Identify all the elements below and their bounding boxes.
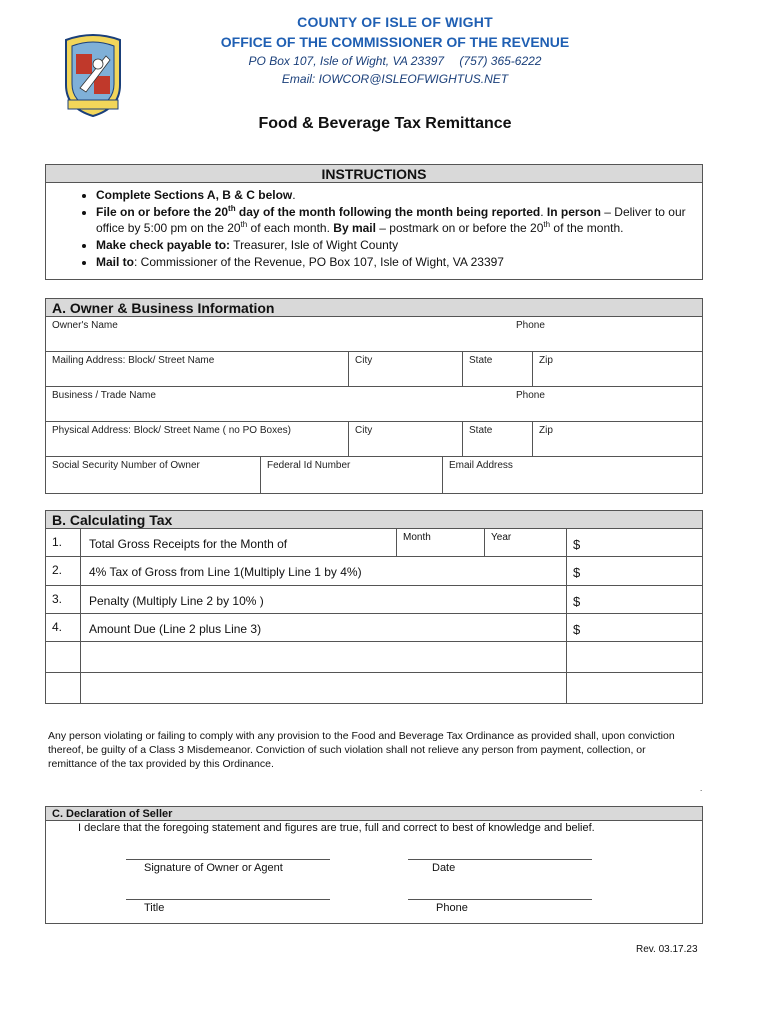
physical-address-row [46, 422, 702, 457]
owner-row [46, 317, 702, 352]
revision-date: Rev. 03.17.23 [636, 944, 698, 955]
identification-row [46, 457, 702, 493]
office-name: OFFICE OF THE COMMISSIONER OF THE REVENUE [220, 34, 570, 50]
title-label: Title [144, 902, 165, 914]
signature-label: Signature of Owner or Agent [144, 862, 283, 874]
owner-phone-field[interactable] [510, 317, 702, 351]
physical-zip-field[interactable] [532, 422, 702, 456]
office-address: PO Box 107, Isle of Wight, VA 23397 [248, 54, 445, 68]
line-1-amount-field[interactable] [566, 529, 702, 556]
mailing-state-label: State [469, 355, 493, 366]
email-address-field[interactable] [442, 457, 702, 493]
physical-city-label: City [355, 425, 373, 436]
physical-address-label: Physical Address: Block/ Street Name ( no PO Boxes) [52, 425, 291, 436]
instructions-heading: INSTRUCTIONS [46, 165, 702, 183]
legal-notice: Any person violating or failing to comply with any provision to the Food and Beverage Tax Ordinance as provided shall, upon conviction thereof, be guilty of a Class 3 Misdemeanor. Conviction of such violation shall not relieve any person from payment, collection, or remittance of the tax provided by this Ordinance. [48, 730, 675, 770]
instruction-item: • Make check payable to: Treasurer, Isle of Wight County [96, 237, 702, 253]
line-2-description: 4% Tax of Gross from Line 1(Multiply Line 1 by 4%) [80, 557, 564, 585]
mailing-city-label: City [355, 355, 373, 366]
line-3-amount-field[interactable] [566, 586, 702, 613]
section-b-heading: B. Calculating Tax [46, 511, 702, 529]
year-field[interactable] [484, 529, 566, 556]
line-4-row [46, 614, 702, 642]
line-1-description: Total Gross Receipts for the Month of [80, 529, 396, 556]
line-4-number: 4. [52, 620, 63, 634]
dollar-sign: $ [573, 622, 581, 637]
document-title: Food & Beverage Tax Remittance [258, 115, 512, 132]
mailing-zip-field[interactable] [532, 352, 702, 386]
instructions-list [46, 187, 702, 270]
line-2-row [46, 557, 702, 586]
blank-description-cell[interactable] [80, 642, 564, 672]
instructions-box [45, 164, 703, 280]
year-label: Year [491, 532, 512, 543]
blank-amount-cell[interactable] [566, 673, 702, 703]
blank-row [46, 642, 702, 673]
instruction-item: • Mail to: Commissioner of the Revenue, PO Box 107, Isle of Wight, VA 23397 [96, 254, 702, 270]
line-3-number: 3. [52, 592, 63, 606]
line-1-row [46, 529, 702, 557]
county-name: COUNTY OF ISLE OF WIGHT [297, 14, 493, 30]
ssn-field[interactable] [46, 457, 260, 493]
county-seal-logo [58, 30, 128, 120]
section-a-owner-business [45, 298, 703, 494]
owner-phone-label: Phone [516, 320, 545, 331]
business-phone-field[interactable] [510, 387, 702, 421]
physical-address-field[interactable] [46, 422, 348, 456]
title-line[interactable] [126, 899, 330, 900]
month-label: Month [403, 532, 431, 543]
owners-name-field[interactable] [46, 317, 510, 351]
stray-mark: . [700, 784, 703, 793]
blank-number-cell[interactable] [46, 673, 80, 703]
line-4-amount-field[interactable] [566, 614, 702, 641]
blank-number-cell[interactable] [46, 642, 80, 672]
office-address-line [150, 54, 640, 68]
office-email: Email: IOWCOR@ISLEOFWIGHTUS.NET [281, 72, 509, 86]
date-label: Date [432, 862, 456, 874]
physical-city-field[interactable] [348, 422, 462, 456]
line-4-description: Amount Due (Line 2 plus Line 3) [80, 614, 564, 641]
mailing-address-row [46, 352, 702, 387]
physical-zip-label: Zip [539, 425, 553, 436]
signature-line[interactable] [126, 859, 330, 860]
line-2-number: 2. [52, 563, 63, 577]
declaration-statement: I declare that the foregoing statement and figures are true, full and correct to best of knowledge and belief. [78, 822, 595, 834]
dollar-sign: $ [573, 537, 581, 552]
mailing-state-field[interactable] [462, 352, 532, 386]
office-phone: (757) 365-6222 [459, 54, 542, 68]
mailing-address-field[interactable] [46, 352, 348, 386]
blank-amount-cell[interactable] [566, 642, 702, 672]
owners-name-label: Owner's Name [52, 320, 118, 331]
physical-state-label: State [469, 425, 493, 436]
business-name-field[interactable] [46, 387, 510, 421]
line-3-row [46, 586, 702, 614]
dollar-sign: $ [573, 565, 581, 580]
section-b-calculating-tax [45, 510, 703, 704]
line-1-number: 1. [52, 535, 63, 549]
mailing-address-label: Mailing Address: Block/ Street Name [52, 355, 215, 366]
instruction-item: • File on or before the 20th day of the month following the month being reported. In person – Deliver to our office by 5:00 pm on the 20th of each month. By mail – postmark on or before the 20th of the month. [96, 204, 702, 236]
phone-line[interactable] [408, 899, 592, 900]
line-2-amount-field[interactable] [566, 557, 702, 585]
federal-id-field[interactable] [260, 457, 442, 493]
section-a-heading: A. Owner & Business Information [46, 299, 702, 317]
instruction-item: • Complete Sections A, B & C below. [96, 187, 702, 203]
dollar-sign: $ [573, 594, 581, 609]
mailing-zip-label: Zip [539, 355, 553, 366]
date-line[interactable] [408, 859, 592, 860]
email-address-label: Email Address [449, 460, 513, 471]
business-name-label: Business / Trade Name [52, 390, 156, 401]
month-field[interactable] [396, 529, 484, 556]
physical-state-field[interactable] [462, 422, 532, 456]
phone-label: Phone [436, 902, 468, 914]
section-c-declaration [45, 806, 703, 924]
mailing-city-field[interactable] [348, 352, 462, 386]
section-c-heading: C. Declaration of Seller [46, 807, 702, 821]
business-row [46, 387, 702, 422]
federal-id-label: Federal Id Number [267, 460, 351, 471]
ssn-label: Social Security Number of Owner [52, 460, 200, 471]
business-phone-label: Phone [516, 390, 545, 401]
line-3-description: Penalty (Multiply Line 2 by 10% ) [80, 586, 564, 613]
blank-description-cell[interactable] [80, 673, 564, 703]
blank-row [46, 673, 702, 703]
